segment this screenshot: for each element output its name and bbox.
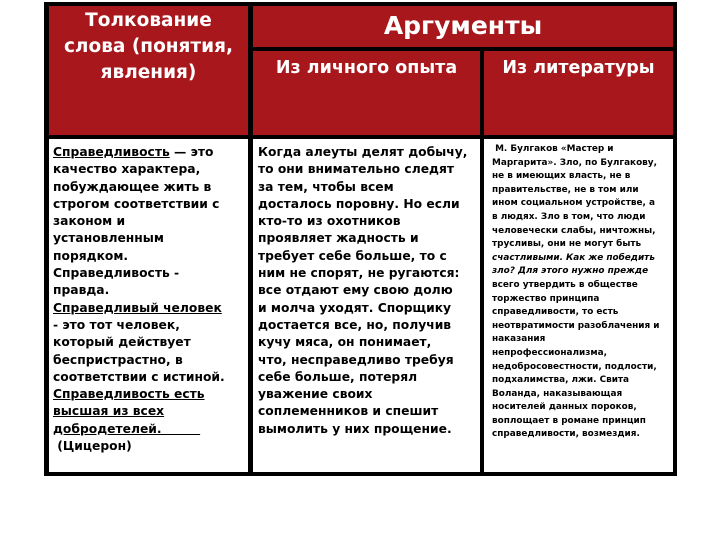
literature-line: правительстве, не в том или [492, 184, 639, 195]
personal-line: что, несправедливо требуя [258, 352, 454, 367]
header-term-line: явления) [100, 62, 197, 83]
term-word: Справедливость [53, 145, 170, 159]
literature-line: справедливости, возмездия. [492, 429, 640, 440]
person-term: Справедливый человек [53, 300, 222, 315]
literature-line: воплощает в романе принцип [492, 415, 646, 426]
literature-line: счастливыми. Как же победить [492, 252, 655, 263]
personal-line: все отдают ему свою долю [258, 283, 453, 298]
personal-line: за тем, чтобы всем [258, 179, 394, 194]
personal-experience-cell [253, 139, 480, 472]
quote-author: (Цицерон) [53, 439, 132, 454]
definition-line: беспристрастно, в [53, 352, 183, 367]
header-term-interpretation [49, 6, 248, 135]
literature-cell [484, 139, 673, 472]
personal-line: и молча уходят. Спорщику [258, 300, 452, 315]
personal-line: уважение своих [258, 387, 373, 402]
personal-line: соплеменников и спешит [258, 404, 439, 419]
personal-line: требует себе больше, то с [258, 248, 447, 263]
definition-line: качество характера, [53, 162, 201, 177]
definition-line: соответствии с истиной. [53, 369, 225, 384]
term-definition-cell [49, 139, 248, 472]
literature-line: наказания [492, 334, 546, 345]
literature-line: всего утвердить в обществе [492, 279, 638, 290]
definition-line: порядком. [53, 248, 129, 263]
literature-line: неотвратимости разоблачения и [492, 320, 660, 331]
quote-line: высшая из всех [53, 404, 165, 419]
literature-line: непрофессионализма, [492, 347, 608, 358]
definition-text: — это [169, 145, 214, 159]
personal-line: ним не спорят, не ругаются: [258, 266, 460, 281]
definition-line: правда. [53, 283, 110, 298]
personal-line: достается все, но, получив [258, 317, 452, 332]
literature-line: торжество принципа [492, 293, 600, 304]
literature-line: не в имеющих власть, не в [492, 171, 631, 182]
personal-line: кто-то из охотников [258, 214, 401, 229]
definition-line: законом и [53, 214, 126, 229]
literature-line: ином социальном устройстве, а [492, 198, 655, 209]
header-arguments: Аргументы [253, 6, 673, 47]
header-term-line: слова (понятия, [63, 36, 234, 57]
literature-line: человечески слабы, ничтожны, [492, 225, 656, 236]
literature-line: недобросовестности, подлости, [492, 361, 657, 372]
definition-line: побуждающее жить в [53, 179, 212, 194]
definition-line: Справедливость - [53, 266, 180, 281]
quote-line: Справедливость есть [53, 387, 205, 402]
literature-line: носителей данных пороков, [492, 402, 637, 413]
personal-line: то они внимательно следят [258, 162, 455, 177]
literature-line: справедливости, то есть [492, 307, 619, 318]
definition-line: который действует [53, 335, 191, 350]
definition-line: - это тот человек, [53, 317, 180, 332]
personal-line: кучу мяса, он понимает, [258, 335, 432, 350]
definition-line: установленным [53, 231, 164, 246]
literature-line: Маргарита». Зло, по Булгакову, [492, 157, 657, 168]
personal-line: себе больше, потерял [258, 369, 418, 384]
personal-line: Когда алеуты делят добычу, [258, 145, 468, 159]
definition-first-line [53, 144, 244, 161]
header-personal-experience: Из личного опыта [253, 51, 480, 135]
personal-line: досталось поровну. Но если [258, 196, 460, 211]
quote-line: добродетелей. [53, 421, 201, 436]
personal-line: вымолить у них прощение. [258, 421, 452, 436]
literature-line: трусливы, они не могут быть [492, 239, 642, 250]
literature-line: в людях. Зло в том, что люди [492, 211, 646, 222]
literature-line: подхалимства, лжи. Свита [492, 375, 630, 386]
definition-line: строгом соответствии с [53, 196, 220, 211]
header-term-line: Толкование [85, 10, 212, 31]
literature-line: М. Булгаков «Мастер и [492, 144, 614, 154]
literature-line: Воланда, наказывающая [492, 388, 623, 399]
literature-line: зло? Для этого нужно прежде [492, 266, 649, 277]
header-literature: Из литературы [484, 51, 673, 135]
personal-line: проявляет жадность и [258, 231, 419, 246]
